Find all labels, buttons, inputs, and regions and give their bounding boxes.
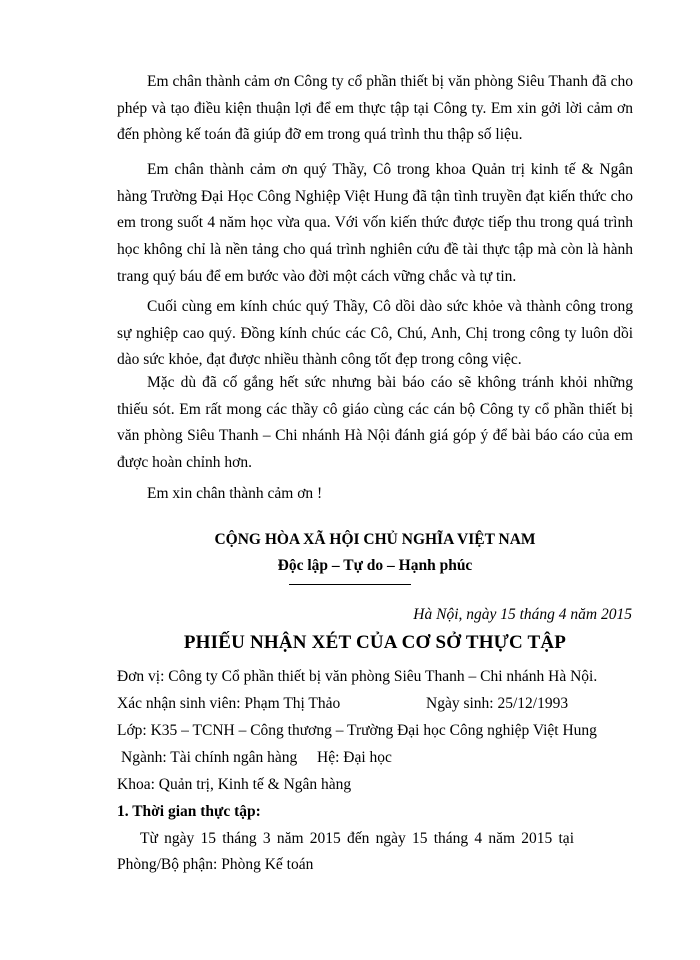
major-line: Ngành: Tài chính ngân hàng xyxy=(121,749,298,766)
form-title: PHIẾU NHẬN XÉT CỦA CƠ SỞ THỰC TẬP xyxy=(183,632,567,653)
student-line: Xác nhận sinh viên: Phạm Thị Thảo xyxy=(117,695,341,712)
faculty-line: Khoa: Quản trị, Kinh tế & Ngân hàng xyxy=(117,776,352,793)
paragraph-closing: Em xin chân thành cảm ơn ! xyxy=(147,485,323,502)
level-line: Hệ: Đại học xyxy=(317,749,392,766)
country-heading: CỘNG HÒA XÃ HỘI CHỦ NGHĨA VIỆT NAM xyxy=(214,531,536,548)
paragraph-thanks-company: Em chân thành cảm ơn Công ty cổ phần thiết bị văn phòng Siêu Thanh đã cho phép và tạo điều kiện thuận lợi để em thực tập tại Công ty. Em xin gởi lời cảm ơn đến phòng kế toán đã giúp đỡ em trong quá trình thu thập số liệu. xyxy=(117,73,633,144)
unit-line: Đơn vị: Công ty Cổ phần thiết bị văn phòng Siêu Thanh – Chi nhánh Hà Nội. xyxy=(117,668,598,685)
department-line: Phòng/Bộ phận: Phòng Kế toán xyxy=(117,856,314,873)
period-line: Từ ngày 15 tháng 3 năm 2015 đến ngày 15 tháng 4 năm 2015 tại xyxy=(140,830,574,847)
date-line: Hà Nội, ngày 15 tháng 4 năm 2015 xyxy=(413,606,632,623)
motto-underline xyxy=(289,584,411,585)
paragraph-thanks-faculty: Em chân thành cảm ơn quý Thầy, Cô trong khoa Quản trị kinh tế & Ngân hàng Trường Đại Học Công Nghiệp Việt Hung đã tận tình truyền đạt kiến thức cho em trong suốt 4 năm học vừa qua. Với vốn kiến thức được tiếp thu trong quá trình học không chỉ là nền tảng cho quá trình nghiên cứu đề tài thực tập mà còn là hành trang quý báu để em bước vào đời một cách vững chắc và tự tin. xyxy=(117,161,633,285)
section-internship-time: 1. Thời gian thực tập: xyxy=(117,803,261,820)
paragraph-wishes: Cuối cùng em kính chúc quý Thầy, Cô dồi dào sức khỏe và thành công trong sự nghiệp cao quý. Đồng kính chúc các Cô, Chú, Anh, Chị trong công ty luôn dồi dào sức khỏe, đạt được nhiều thành công tốt đẹp trong công việc. xyxy=(117,298,633,369)
birthdate-line: Ngày sinh: 25/12/1993 xyxy=(426,695,569,712)
motto-heading: Độc lập – Tự do – Hạnh phúc xyxy=(277,557,473,574)
paragraph-apology: Mặc dù đã cố gắng hết sức nhưng bài báo cáo sẽ không tránh khỏi những thiếu sót. Em rất mong các thầy cô giáo cùng các cán bộ Công ty cổ phần thiết bị văn phòng Siêu Thanh – Chi nhánh Hà Nội đánh giá góp ý để bài báo cáo của em được hoàn chỉnh hơn. xyxy=(117,374,633,472)
class-line: Lớp: K35 – TCNH – Công thương – Trường Đại học Công nghiệp Việt Hung xyxy=(117,722,597,739)
